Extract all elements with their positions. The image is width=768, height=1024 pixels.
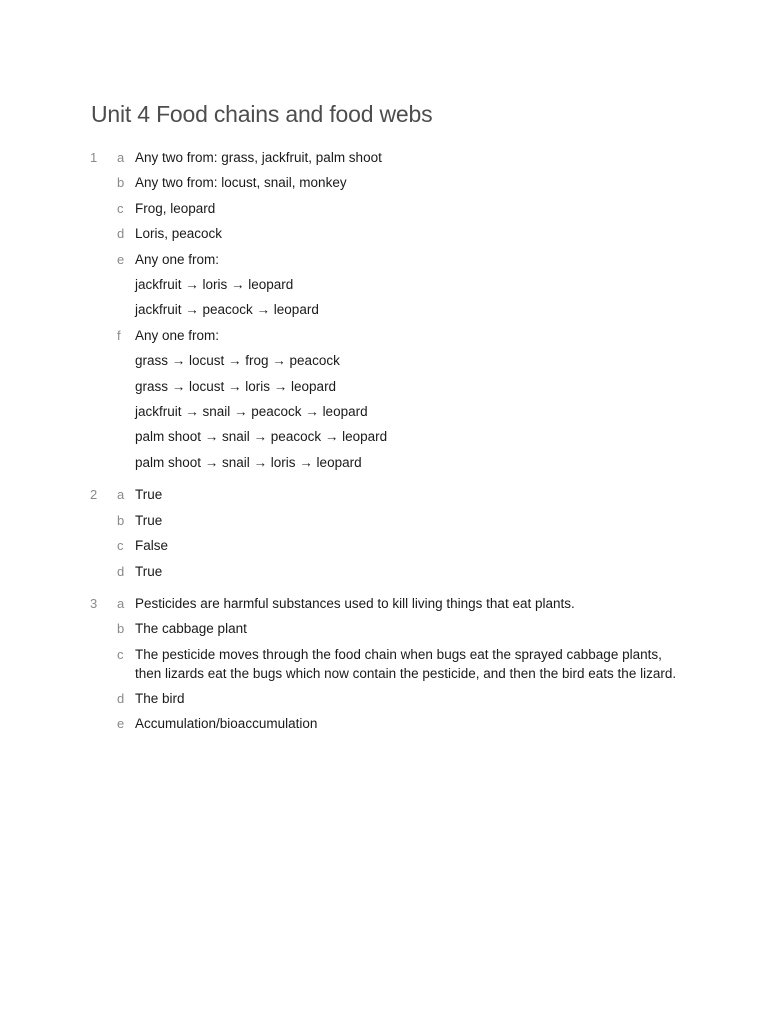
- part-letter: b: [117, 175, 125, 191]
- answer-1d: [0, 221, 768, 246]
- answer-line: False: [135, 538, 169, 554]
- part-letter: f: [117, 327, 121, 343]
- answer-3d: [0, 686, 768, 711]
- answer-2c: [0, 533, 768, 558]
- answer-3b: [0, 616, 768, 641]
- answer-line: Any one from:: [135, 327, 220, 343]
- question-number: 2: [90, 487, 98, 503]
- answer-paragraph: The pesticide moves through the food chain when bugs eat the sprayed cabbage plants, then lizards eat the bugs which now contain the pesticide, and then the bird eats the lizard.: [135, 646, 677, 681]
- part-letter: d: [117, 226, 125, 242]
- answer-line: Any two from: locust, snail, monkey: [135, 175, 347, 191]
- answer-line: Loris, peacock: [135, 226, 223, 242]
- answer-line: Pesticides are harmful substances used to kill living things that eat plants.: [135, 595, 575, 611]
- answer-line: True: [135, 487, 163, 503]
- part-letter: c: [117, 200, 124, 216]
- food-chain-line: jackfruit → snail → peacock → leopard: [135, 404, 368, 420]
- answer-line: Frog, leopard: [135, 200, 216, 216]
- question-number: 3: [90, 595, 98, 611]
- food-chain-line: grass → locust → frog → peacock: [135, 353, 340, 369]
- food-chain-line: grass → locust → loris → leopard: [135, 378, 337, 394]
- part-letter: b: [117, 512, 125, 528]
- part-letter: e: [117, 251, 125, 267]
- answer-line: Any one from:: [135, 251, 220, 267]
- answer-1f: [0, 323, 768, 475]
- part-letter: c: [117, 646, 124, 662]
- food-chain-line: jackfruit → peacock → leopard: [135, 302, 319, 318]
- question-number: 1: [90, 150, 98, 165]
- part-letter: c: [117, 538, 124, 554]
- part-letter: a: [117, 487, 125, 503]
- part-letter: e: [117, 716, 125, 732]
- part-letter: b: [117, 621, 125, 637]
- answer-2d: [0, 559, 768, 584]
- answer-3a: [0, 591, 768, 616]
- page-title: Unit 4 Food chains and food webs: [91, 101, 433, 127]
- part-letter: d: [117, 690, 125, 706]
- answer-1c: [0, 196, 768, 221]
- answer-1a: [0, 145, 768, 170]
- part-letter: d: [117, 563, 125, 579]
- answer-1b: [0, 170, 768, 195]
- answer-line: True: [135, 563, 163, 579]
- question-3: [0, 591, 768, 737]
- answer-2a: [0, 482, 768, 507]
- answer-3c: [0, 642, 768, 686]
- answer-3e: [0, 711, 768, 736]
- question-1: [0, 145, 768, 475]
- answer-list: [0, 145, 768, 744]
- food-chain-line: palm shoot → snail → loris → leopard: [135, 454, 362, 470]
- part-letter: a: [117, 595, 125, 611]
- answer-line: Any two from: grass, jackfruit, palm shoot: [135, 150, 382, 165]
- question-2: [0, 482, 768, 584]
- answer-line: The cabbage plant: [135, 621, 247, 637]
- answer-line: The bird: [135, 690, 185, 706]
- answer-2b: [0, 508, 768, 533]
- food-chain-line: jackfruit → loris → leopard: [135, 277, 294, 293]
- answer-line: Accumulation/bioaccumulation: [135, 716, 318, 732]
- food-chain-line: palm shoot → snail → peacock → leopard: [135, 429, 388, 445]
- answer-line: True: [135, 512, 163, 528]
- part-letter: a: [117, 150, 125, 165]
- answer-1e: [0, 247, 768, 323]
